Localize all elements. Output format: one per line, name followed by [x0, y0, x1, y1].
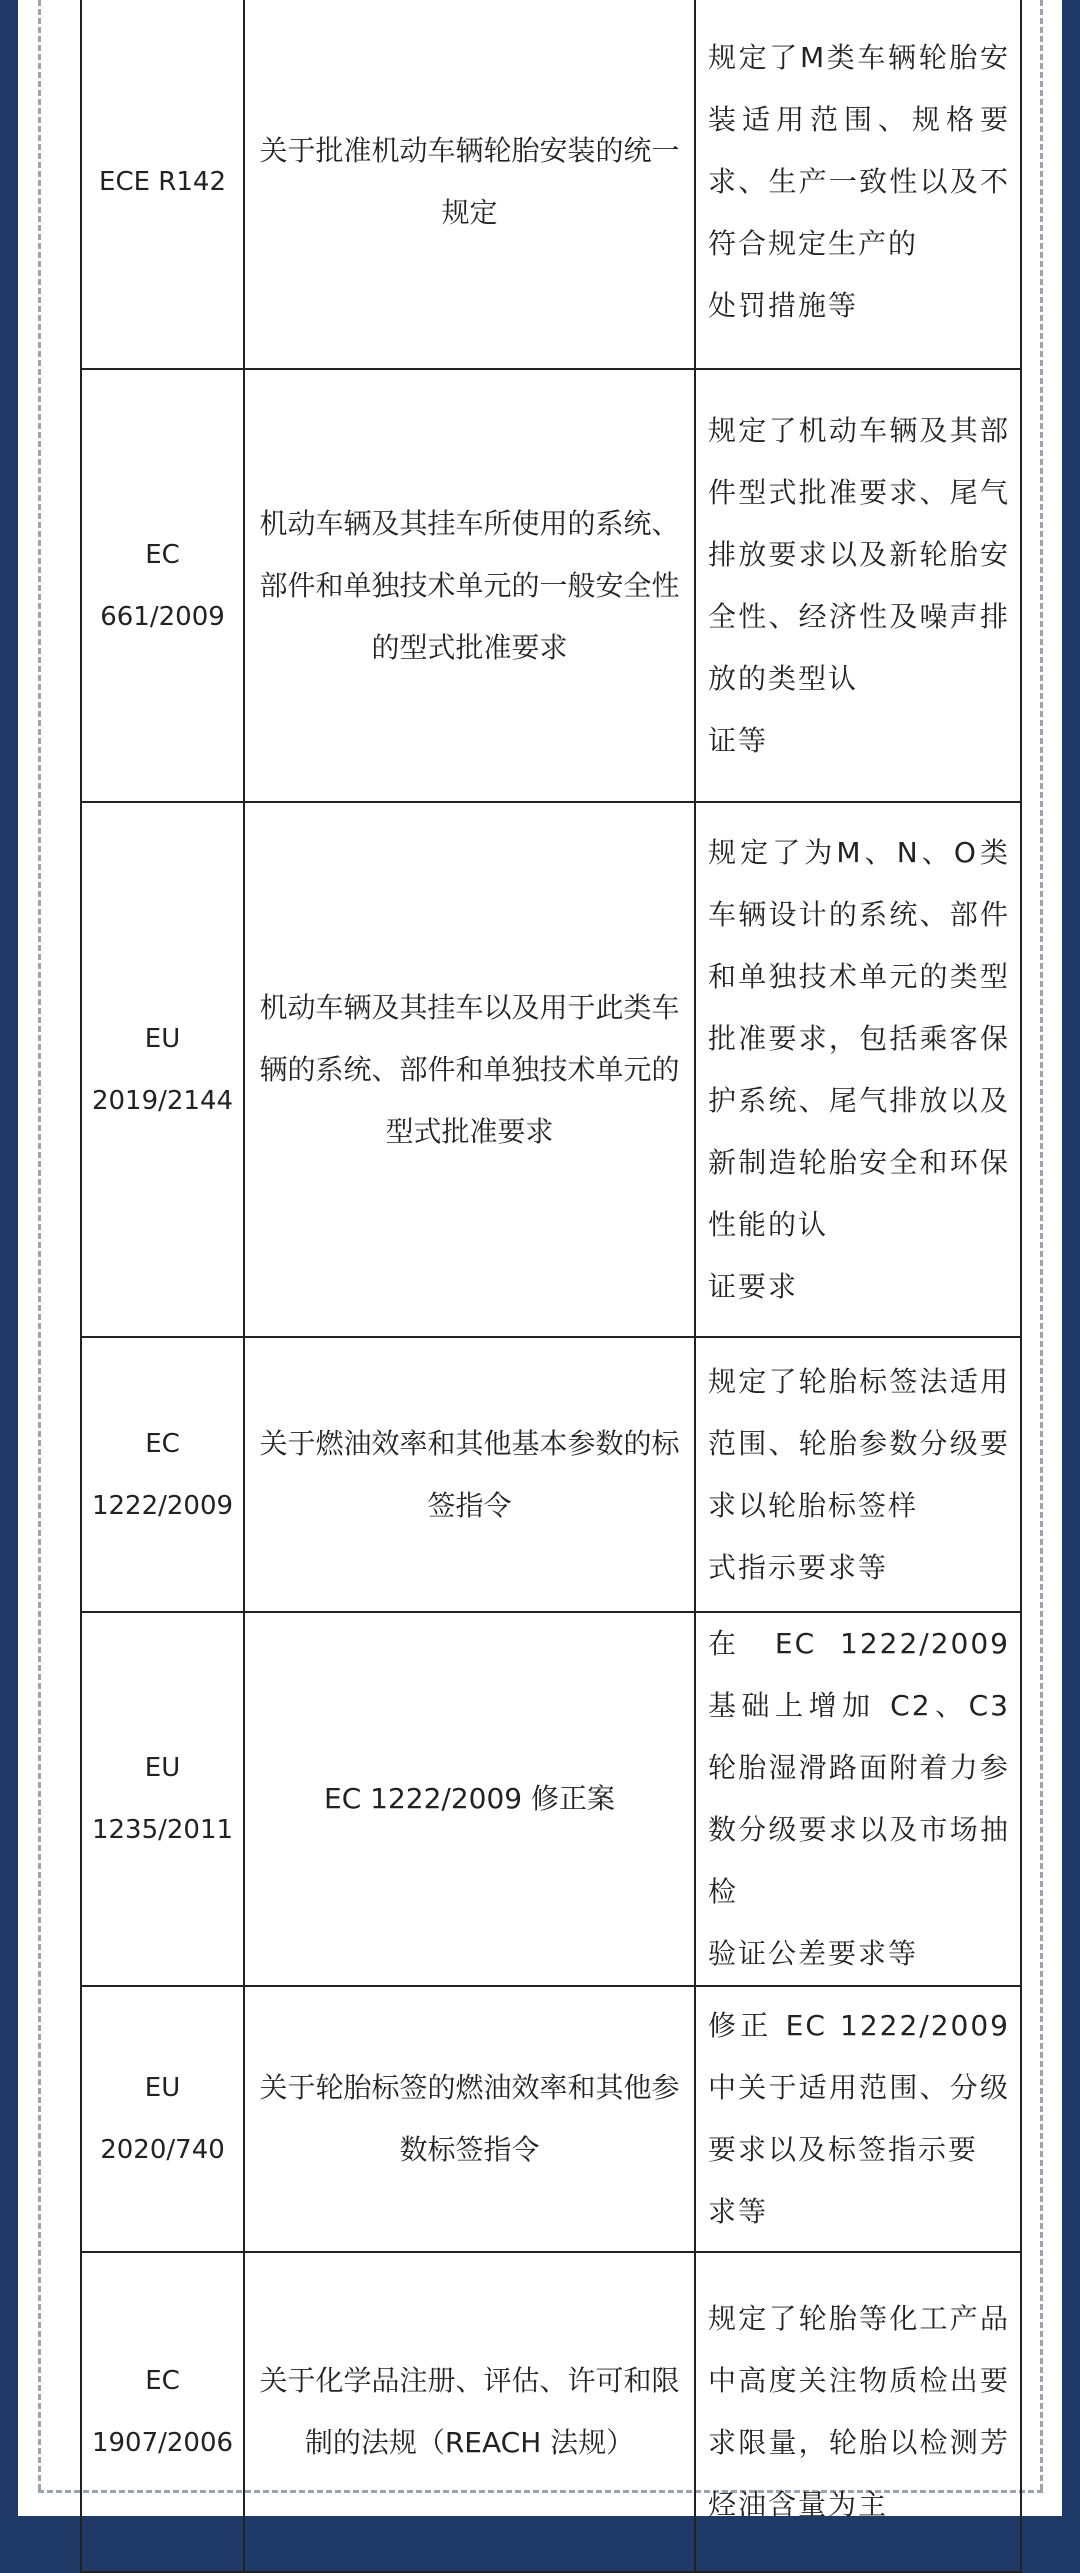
regulation-code — [81, 1612, 244, 1986]
regulation-description — [695, 0, 1021, 369]
regulation-title: 关于化学品注册、评估、许可和限制的法规（REACH 法规） — [244, 2252, 695, 2572]
regulation-code-line: 2019/2144 — [91, 1085, 234, 1116]
regulation-code-line: 1907/2006 — [91, 2428, 234, 2458]
table-row — [81, 1612, 1021, 1986]
dashed-border-left — [38, 0, 41, 2490]
regulation-code-line: 2020/740 — [100, 2135, 225, 2165]
regulation-code-line: 1222/2009 — [91, 1490, 234, 1521]
regulation-description — [695, 1337, 1021, 1612]
description-main: 规定了机动车辆及其部件型式批准要求、尾气排放要求以及新轮胎安全性、经济性及噪声排放的类型认 — [708, 413, 1010, 695]
regulation-code — [81, 1986, 244, 2252]
description-tail: 式指示要求等 — [708, 1550, 889, 1584]
regulation-code-line: EC — [145, 539, 180, 570]
regulation-code-line: EU — [144, 1753, 181, 1783]
table-row — [81, 0, 1021, 369]
table-row — [81, 1986, 1021, 2252]
description-tail: 证等 — [708, 723, 769, 757]
regulation-description — [695, 2252, 1021, 2572]
description-tail: 验证公差要求等 — [708, 1937, 919, 1970]
regulation-description — [695, 1612, 1021, 1986]
regulation-description — [695, 1986, 1021, 2252]
regulation-code — [81, 1337, 244, 1612]
regulation-description — [695, 802, 1021, 1337]
regulation-title: 关于批准机动车辆轮胎安装的统一规定 — [244, 0, 695, 369]
description-main: 规定了M类车辆轮胎安装适用范围、规格要求、生产一致性以及不符合规定生产的 — [708, 41, 1010, 260]
regulation-code-line: 661/2009 — [100, 601, 225, 632]
regulation-code — [81, 2252, 244, 2572]
description-tail: 证要求 — [708, 1269, 799, 1303]
regulation-description — [695, 369, 1021, 802]
regulation-title: 关于轮胎标签的燃油效率和其他参数标签指令 — [244, 1986, 695, 2252]
regulation-code-line: EC — [145, 1428, 180, 1459]
table-row — [81, 1337, 1021, 1612]
description-main: 规定了轮胎等化工产品中高度关注物质检出要求限量，轮胎以检测芳烃油含量为主 — [708, 2302, 1010, 2521]
regulation-title: 机动车辆及其挂车以及用于此类车辆的系统、部件和单独技术单元的型式批准要求 — [244, 802, 695, 1337]
description-tail: 处罚措施等 — [708, 289, 859, 322]
regulation-code-line: ECE R142 — [99, 167, 226, 197]
regulation-code — [81, 0, 244, 369]
table-row — [81, 369, 1021, 802]
regulation-title: 机动车辆及其挂车所使用的系统、部件和单独技术单元的一般安全性的型式批准要求 — [244, 369, 695, 802]
regulation-title: 关于燃油效率和其他基本参数的标签指令 — [244, 1337, 695, 1612]
description-main: 规定了轮胎标签法适用范围、轮胎参数分级要求以轮胎标签样 — [708, 1364, 1010, 1522]
description-main: 规定了为M、N、O类车辆设计的系统、部件和单独技术单元的类型批准要求，包括乘客保护系统、尾气排放以及新制造轮胎安全和环保性能的认 — [708, 835, 1010, 1241]
regulation-title: EC 1222/2009 修正案 — [244, 1612, 695, 1986]
regulation-code — [81, 369, 244, 802]
dashed-border-right — [1040, 0, 1043, 2490]
table-row — [81, 802, 1021, 1337]
regulation-table — [80, 0, 1022, 2573]
regulation-code-line: EU — [144, 1023, 181, 1054]
table-row — [81, 2252, 1021, 2572]
regulation-code-line: 1235/2011 — [91, 1815, 234, 1845]
regulation-code — [81, 802, 244, 1337]
description-main: 修正 EC 1222/2009 中关于适用范围、分级要求以及标签指示要 — [708, 2009, 1010, 2166]
description-main: 在 EC 1222/2009 基础上增加 C2、C3 轮胎湿滑路面附着力参数分级要求以及市场抽检 — [708, 1627, 1010, 1908]
description-tail: 求等 — [708, 2195, 769, 2228]
regulation-code-line: EU — [144, 2073, 181, 2103]
regulation-code-line: EC — [145, 2366, 180, 2396]
